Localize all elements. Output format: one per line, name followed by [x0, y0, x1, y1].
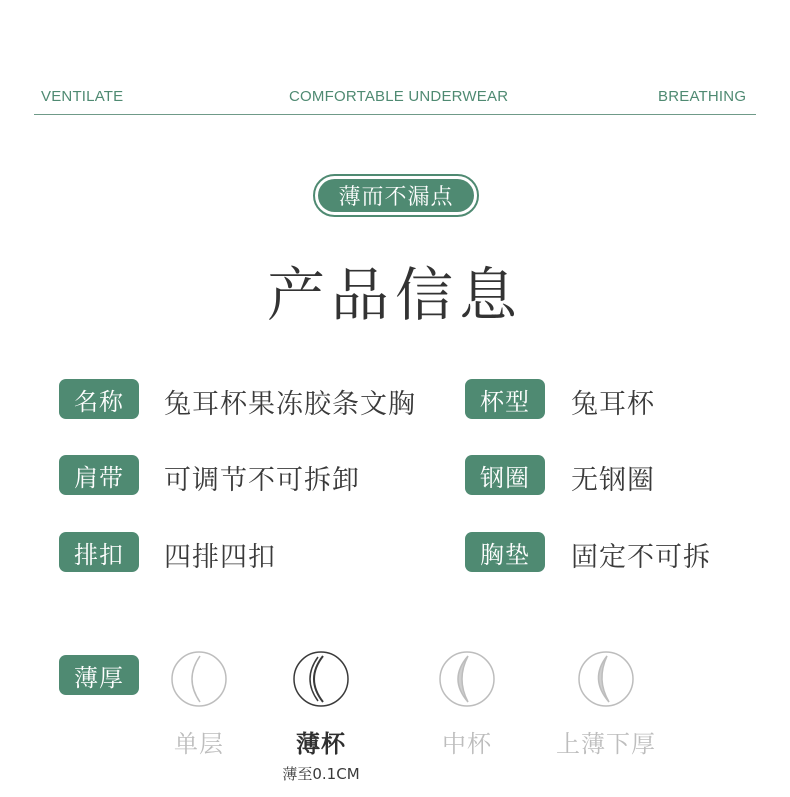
thickness-option-single	[139, 650, 259, 759]
cup-value: 兔耳杯	[571, 389, 655, 420]
wire-value: 无钢圈	[571, 465, 655, 496]
thickness-note: 薄至0.1CM	[282, 765, 360, 783]
thickness-label: 薄厚	[59, 655, 139, 695]
single-layer-cup-icon	[170, 650, 228, 708]
thickness-option-graduated	[546, 650, 666, 759]
hook-value: 四排四扣	[164, 542, 276, 573]
wire-label: 钢圈	[465, 455, 545, 495]
medium-cup-icon	[438, 650, 496, 708]
strap-value: 可调节不可拆卸	[164, 465, 360, 496]
header-left-text: VENTILATE	[41, 88, 124, 105]
pad-label: 胸垫	[465, 532, 545, 572]
thickness-option-label: 中杯	[442, 730, 492, 758]
thickness-option-thin	[261, 650, 381, 784]
cup-label: 杯型	[465, 379, 545, 419]
hook-label: 排扣	[59, 532, 139, 572]
thickness-option-label: 单层	[174, 730, 224, 758]
header-center-text: COMFORTABLE UNDERWEAR	[289, 88, 509, 105]
pad-value: 固定不可拆	[571, 542, 711, 573]
name-value: 兔耳杯果冻胶条文胸	[164, 389, 416, 420]
feature-tag-label: 薄而不漏点	[318, 179, 474, 212]
header-divider	[34, 114, 756, 115]
thickness-option-medium	[407, 650, 527, 759]
name-label: 名称	[59, 379, 139, 419]
strap-label: 肩带	[59, 455, 139, 495]
graduated-cup-icon	[577, 650, 635, 708]
header-right-text: BREATHING	[658, 88, 747, 105]
thickness-option-label: 薄杯	[296, 730, 346, 758]
page-title: 产品信息	[266, 261, 523, 329]
thickness-option-label: 上薄下厚	[556, 730, 656, 758]
feature-tag	[313, 174, 479, 217]
thin-cup-icon	[292, 650, 350, 708]
